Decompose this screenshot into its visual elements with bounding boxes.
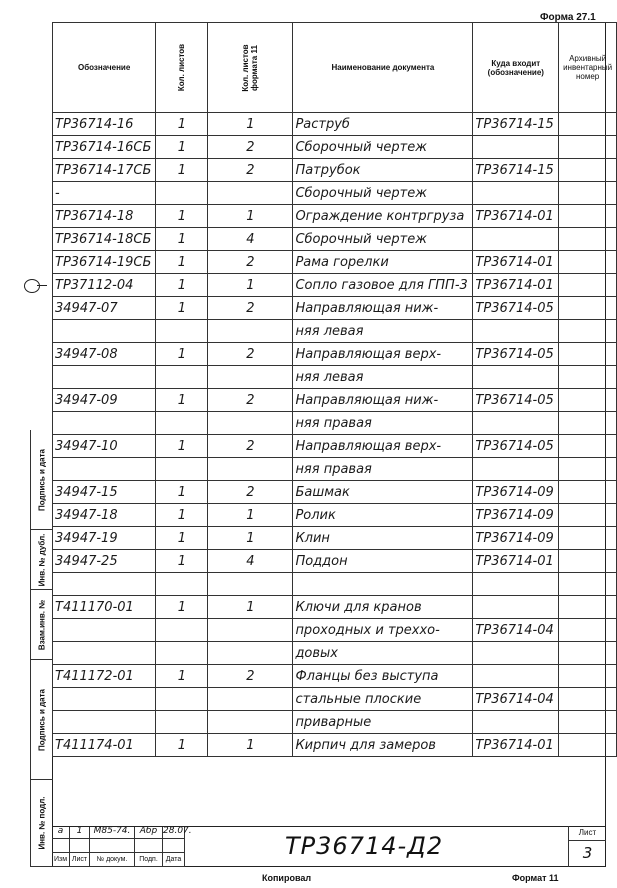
sheets-a4-cell: 2 xyxy=(208,136,293,159)
name-cell: Поддон xyxy=(293,550,473,573)
sheet-number-box xyxy=(568,826,606,867)
used-in-cell xyxy=(473,182,559,205)
designation-cell: ТР36714-19СБ xyxy=(53,251,156,274)
designation-cell: 34947-07 xyxy=(53,297,156,320)
sheets-cell: 1 xyxy=(156,205,208,228)
table-row xyxy=(53,734,617,757)
table-row xyxy=(53,435,617,458)
archive-cell xyxy=(559,182,617,205)
sheets-cell: 1 xyxy=(156,297,208,320)
sheets-a4-cell: 4 xyxy=(208,228,293,251)
used-in-cell: ТР36714-05 xyxy=(473,343,559,366)
sheets-cell xyxy=(156,458,208,481)
strip-sign-date-2: Подпись и дата xyxy=(31,660,53,780)
sheet-number: 3 xyxy=(582,844,593,862)
sheets-a4-cell xyxy=(208,711,293,734)
sheets-a4-cell: 1 xyxy=(208,274,293,297)
sheets-cell xyxy=(156,711,208,734)
archive-cell xyxy=(559,550,617,573)
name-cell: няя правая xyxy=(293,412,473,435)
archive-cell xyxy=(559,504,617,527)
sheets-a4-cell xyxy=(208,366,293,389)
sheets-cell: 1 xyxy=(156,481,208,504)
sheets-a4-cell: 1 xyxy=(208,504,293,527)
tb-rev-doc: М85-74. xyxy=(90,826,135,839)
name-cell: Клин xyxy=(293,527,473,550)
used-in-cell: ТР36714-04 xyxy=(473,619,559,642)
strip-original-inv: Инв. № подл. xyxy=(31,780,53,867)
archive-cell xyxy=(559,251,617,274)
designation-cell: ТР36714-17СБ xyxy=(53,159,156,182)
used-in-cell xyxy=(473,573,559,596)
document-register-table xyxy=(52,22,617,757)
sheets-cell xyxy=(156,642,208,665)
designation-cell xyxy=(53,642,156,665)
designation-cell: 34947-18 xyxy=(53,504,156,527)
designation-cell xyxy=(53,366,156,389)
name-cell: Ролик xyxy=(293,504,473,527)
name-cell: Сборочный чертеж xyxy=(293,182,473,205)
designation-cell xyxy=(53,320,156,343)
name-cell: Кирпич для замеров xyxy=(293,734,473,757)
used-in-cell xyxy=(473,596,559,619)
name-cell: приварные xyxy=(293,711,473,734)
archive-cell xyxy=(559,412,617,435)
table-row xyxy=(53,550,617,573)
name-cell: Сборочный чертеж xyxy=(293,228,473,251)
sheets-cell: 1 xyxy=(156,113,208,136)
header-name: Наименование документа xyxy=(293,23,473,113)
designation-cell: Т411174-01 xyxy=(53,734,156,757)
name-cell: довых xyxy=(293,642,473,665)
sheets-a4-cell: 2 xyxy=(208,343,293,366)
designation-cell xyxy=(53,711,156,734)
designation-cell: 34947-19 xyxy=(53,527,156,550)
designation-cell: 34947-08 xyxy=(53,343,156,366)
table-row xyxy=(53,320,617,343)
designation-cell xyxy=(53,573,156,596)
used-in-cell: ТР36714-05 xyxy=(473,297,559,320)
form-label: Форма 27.1 xyxy=(540,12,596,23)
sheets-cell: 1 xyxy=(156,734,208,757)
table-row xyxy=(53,228,617,251)
used-in-cell xyxy=(473,711,559,734)
tb-rev-sign: Абр xyxy=(135,826,163,839)
tb-list-label: Лист xyxy=(70,853,90,867)
sheets-cell: 1 xyxy=(156,136,208,159)
sheets-cell: 1 xyxy=(156,504,208,527)
sheets-a4-cell: 1 xyxy=(208,113,293,136)
archive-cell xyxy=(559,136,617,159)
document-designation: ТР36714-Д2 xyxy=(285,832,444,860)
designation-cell: 34947-25 xyxy=(53,550,156,573)
used-in-cell xyxy=(473,228,559,251)
name-cell: Направляющая верх- xyxy=(293,343,473,366)
table-row xyxy=(53,619,617,642)
name-cell: проходных и треххо- xyxy=(293,619,473,642)
used-in-cell xyxy=(473,665,559,688)
used-in-cell: ТР36714-04 xyxy=(473,688,559,711)
name-cell: Фланцы без выступа xyxy=(293,665,473,688)
designation-cell: Т411170-01 xyxy=(53,596,156,619)
tb-rev: а xyxy=(52,826,70,839)
tb-sign-label: Подп. xyxy=(135,853,163,867)
tb-doc-label: № докум. xyxy=(90,853,135,867)
archive-cell xyxy=(559,435,617,458)
designation-cell xyxy=(53,412,156,435)
sheets-cell: 1 xyxy=(156,527,208,550)
sheets-a4-cell: 2 xyxy=(208,251,293,274)
archive-cell xyxy=(559,619,617,642)
sheets-a4-cell: 1 xyxy=(208,596,293,619)
table-row xyxy=(53,527,617,550)
archive-cell xyxy=(559,734,617,757)
designation-cell: ТР36714-16 xyxy=(53,113,156,136)
archive-cell xyxy=(559,320,617,343)
table-row xyxy=(53,596,617,619)
table-row xyxy=(53,159,617,182)
sheets-a4-cell xyxy=(208,642,293,665)
change-mark-circle xyxy=(24,279,40,293)
used-in-cell xyxy=(473,136,559,159)
sheets-cell xyxy=(156,573,208,596)
name-cell: Ограждение контргруза xyxy=(293,205,473,228)
sheets-cell: 1 xyxy=(156,251,208,274)
used-in-cell: ТР36714-09 xyxy=(473,504,559,527)
footer-format: Формат 11 xyxy=(512,873,559,883)
sheet-label: Лист xyxy=(569,826,606,841)
used-in-cell xyxy=(473,412,559,435)
sheets-cell: 1 xyxy=(156,665,208,688)
header-designation: Обозначение xyxy=(53,23,156,113)
name-cell: няя левая xyxy=(293,366,473,389)
archive-cell xyxy=(559,389,617,412)
header-sheets-a4: Кол. листов формата 11 xyxy=(208,23,293,113)
table-row xyxy=(53,113,617,136)
archive-cell xyxy=(559,297,617,320)
sheets-a4-cell: 2 xyxy=(208,297,293,320)
archive-cell xyxy=(559,573,617,596)
sheets-cell: 1 xyxy=(156,435,208,458)
table-row xyxy=(53,688,617,711)
strip-sign-date-1: Подпись и дата xyxy=(31,430,53,530)
sheets-cell: 1 xyxy=(156,159,208,182)
designation-cell: 34947-15 xyxy=(53,481,156,504)
table-row xyxy=(53,504,617,527)
designation-cell: - xyxy=(53,182,156,205)
name-cell: Башмак xyxy=(293,481,473,504)
used-in-cell: ТР36714-01 xyxy=(473,274,559,297)
sheets-cell xyxy=(156,619,208,642)
table-row xyxy=(53,274,617,297)
sheets-a4-cell: 2 xyxy=(208,435,293,458)
table-row xyxy=(53,481,617,504)
used-in-cell: ТР36714-01 xyxy=(473,550,559,573)
sheets-cell xyxy=(156,182,208,205)
name-cell: Сопло газовое для ГПП-3 xyxy=(293,274,473,297)
archive-cell xyxy=(559,205,617,228)
sheets-a4-cell: 1 xyxy=(208,205,293,228)
sheets-a4-cell xyxy=(208,412,293,435)
archive-cell xyxy=(559,366,617,389)
table-row xyxy=(53,665,617,688)
tb-rev-sheet: 1 xyxy=(70,826,90,839)
archive-cell xyxy=(559,481,617,504)
name-cell: стальные плоские xyxy=(293,688,473,711)
sheets-cell: 1 xyxy=(156,389,208,412)
table-row xyxy=(53,182,617,205)
archive-cell xyxy=(559,458,617,481)
designation-cell xyxy=(53,619,156,642)
table-row xyxy=(53,297,617,320)
used-in-cell xyxy=(473,320,559,343)
archive-cell xyxy=(559,527,617,550)
tb-date-label: Дата xyxy=(163,853,185,867)
sheets-a4-cell xyxy=(208,619,293,642)
sheets-a4-cell xyxy=(208,182,293,205)
archive-cell xyxy=(559,642,617,665)
table-row xyxy=(53,343,617,366)
table-row xyxy=(53,573,617,596)
archive-cell xyxy=(559,596,617,619)
sheets-a4-cell: 2 xyxy=(208,481,293,504)
designation-cell: ТР37112-04 xyxy=(53,274,156,297)
used-in-cell: ТР36714-01 xyxy=(473,205,559,228)
archive-cell xyxy=(559,159,617,182)
used-in-cell: ТР36714-01 xyxy=(473,734,559,757)
table-row xyxy=(53,642,617,665)
sheets-a4-cell: 2 xyxy=(208,159,293,182)
sheets-cell xyxy=(156,412,208,435)
header-used-in: Куда входит (обозначение) xyxy=(473,23,559,113)
used-in-cell: ТР36714-05 xyxy=(473,389,559,412)
left-margin-strip xyxy=(30,430,53,867)
sheets-a4-cell: 1 xyxy=(208,527,293,550)
name-cell: Направляющая ниж- xyxy=(293,297,473,320)
sheets-a4-cell: 1 xyxy=(208,734,293,757)
sheets-cell xyxy=(156,688,208,711)
name-cell: Направляющая верх- xyxy=(293,435,473,458)
sheets-cell: 1 xyxy=(156,550,208,573)
used-in-cell: ТР36714-15 xyxy=(473,159,559,182)
sheets-a4-cell xyxy=(208,688,293,711)
designation-cell: ТР36714-16СБ xyxy=(53,136,156,159)
sheets-a4-cell: 2 xyxy=(208,389,293,412)
table-row xyxy=(53,389,617,412)
used-in-cell: ТР36714-15 xyxy=(473,113,559,136)
used-in-cell: ТР36714-09 xyxy=(473,527,559,550)
table-header-row xyxy=(53,23,617,113)
strip-replaced-inv: Взам.инв. № xyxy=(31,590,53,660)
sheets-cell: 1 xyxy=(156,343,208,366)
archive-cell xyxy=(559,665,617,688)
table-row xyxy=(53,711,617,734)
name-cell: Раструб xyxy=(293,113,473,136)
header-archive: Архивный инвентарный номер xyxy=(559,23,617,113)
sheets-cell: 1 xyxy=(156,228,208,251)
sheets-a4-cell: 2 xyxy=(208,665,293,688)
archive-cell xyxy=(559,711,617,734)
sheets-cell xyxy=(156,366,208,389)
designation-cell: 34947-09 xyxy=(53,389,156,412)
archive-cell xyxy=(559,228,617,251)
table-row xyxy=(53,458,617,481)
used-in-cell: ТР36714-09 xyxy=(473,481,559,504)
sheets-a4-cell: 4 xyxy=(208,550,293,573)
used-in-cell xyxy=(473,642,559,665)
footer-copied-by: Копировал xyxy=(262,873,312,883)
table-row xyxy=(53,366,617,389)
tb-rev-date: 28.07. xyxy=(163,826,185,839)
archive-cell xyxy=(559,274,617,297)
header-sheets: Кол. листов xyxy=(156,23,208,113)
used-in-cell xyxy=(473,366,559,389)
table-row xyxy=(53,412,617,435)
table-row xyxy=(53,205,617,228)
designation-cell: 34947-10 xyxy=(53,435,156,458)
name-cell: Рама горелки xyxy=(293,251,473,274)
used-in-cell: ТР36714-05 xyxy=(473,435,559,458)
archive-cell xyxy=(559,343,617,366)
sheets-a4-cell xyxy=(208,573,293,596)
name-cell: няя левая xyxy=(293,320,473,343)
designation-cell xyxy=(53,688,156,711)
name-cell: Сборочный чертеж xyxy=(293,136,473,159)
sheets-cell: 1 xyxy=(156,596,208,619)
name-cell: Направляющая ниж- xyxy=(293,389,473,412)
table-row xyxy=(53,251,617,274)
designation-cell: ТР36714-18 xyxy=(53,205,156,228)
sheets-a4-cell xyxy=(208,320,293,343)
used-in-cell xyxy=(473,458,559,481)
sheets-a4-cell xyxy=(208,458,293,481)
name-cell: Ключи для кранов xyxy=(293,596,473,619)
designation-cell: Т411172-01 xyxy=(53,665,156,688)
used-in-cell: ТР36714-01 xyxy=(473,251,559,274)
strip-dup-inv: Инв. № дубл. xyxy=(31,530,53,590)
tb-izm-label: Изм xyxy=(52,853,70,867)
archive-cell xyxy=(559,113,617,136)
name-cell: няя правая xyxy=(293,458,473,481)
archive-cell xyxy=(559,688,617,711)
name-cell xyxy=(293,573,473,596)
sheets-cell: 1 xyxy=(156,274,208,297)
name-cell: Патрубок xyxy=(293,159,473,182)
designation-cell xyxy=(53,458,156,481)
sheets-cell xyxy=(156,320,208,343)
table-row xyxy=(53,136,617,159)
designation-cell: ТР36714-18СБ xyxy=(53,228,156,251)
